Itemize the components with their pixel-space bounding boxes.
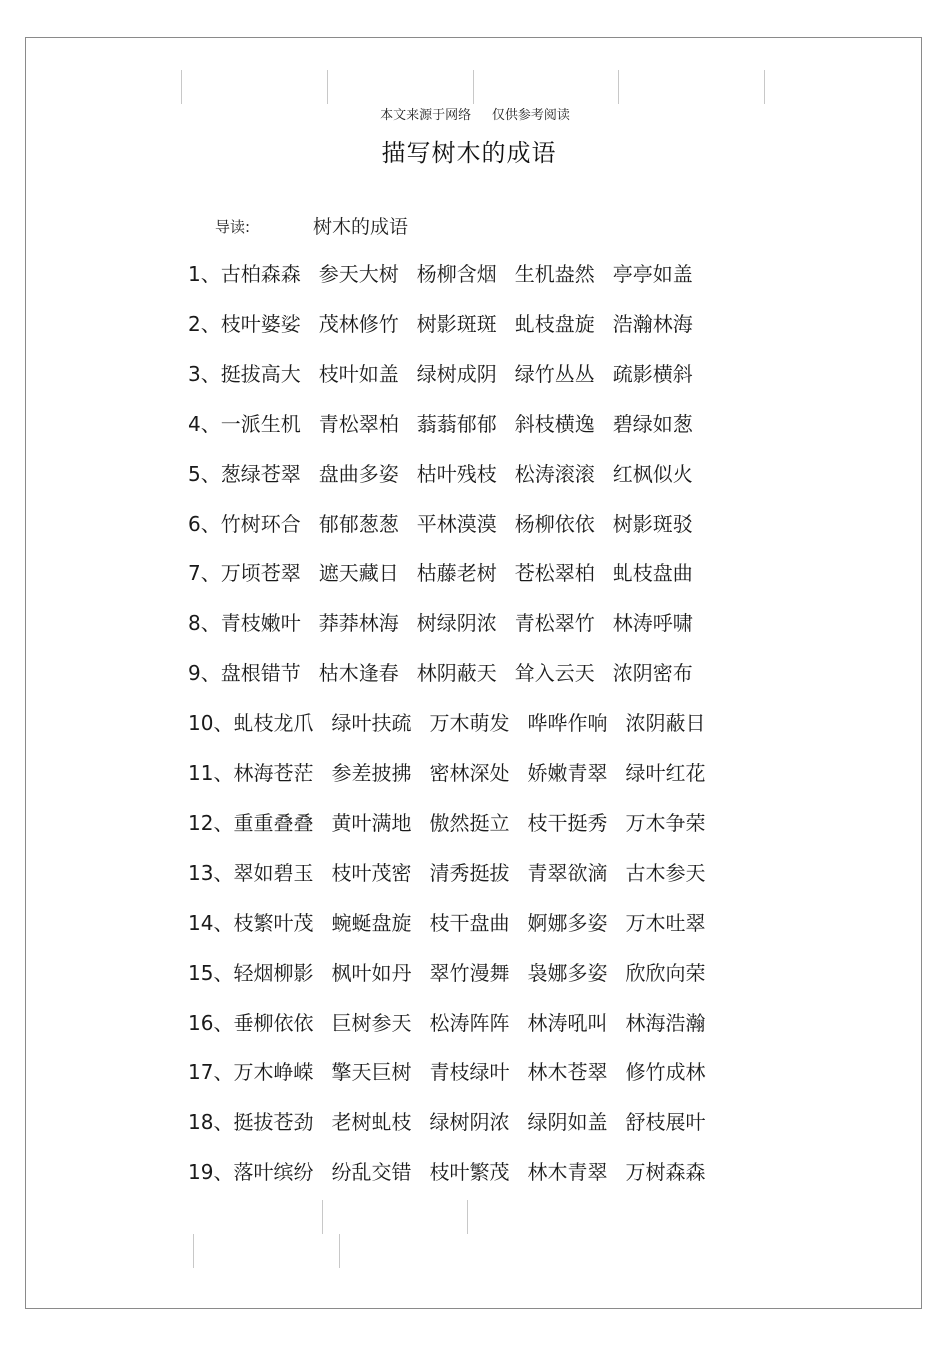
row-number: 9、	[188, 661, 221, 685]
idiom: 翠如碧玉	[233, 861, 314, 885]
row-number: 15、	[188, 961, 234, 985]
idiom-row	[188, 559, 693, 587]
idiom: 虬枝盘曲	[612, 561, 693, 585]
idiom: 万木吐翠	[625, 911, 706, 935]
row-number: 2、	[188, 312, 221, 336]
idiom: 林木苍翠	[527, 1060, 608, 1084]
idiom: 翠竹漫舞	[429, 961, 510, 985]
idiom: 万木争荣	[625, 811, 706, 835]
idiom: 傲然挺立	[429, 811, 510, 835]
idiom: 绿叶扶疏	[331, 711, 412, 735]
idiom: 枝叶婆娑	[220, 312, 301, 336]
idiom: 枝繁叶茂	[233, 911, 314, 935]
row-number: 4、	[188, 412, 221, 436]
idiom: 生机盎然	[514, 262, 595, 286]
idiom: 重重叠叠	[233, 811, 314, 835]
row-number: 5、	[188, 462, 221, 486]
idiom: 绿竹丛丛	[514, 362, 595, 386]
idiom-row	[188, 609, 693, 637]
row-number: 14、	[188, 911, 234, 935]
idiom: 青松翠柏	[318, 412, 399, 436]
idiom: 平林漠漠	[416, 512, 497, 536]
idiom: 葱绿苍翠	[220, 462, 301, 486]
row-number: 16、	[188, 1011, 234, 1035]
idiom: 擎天巨树	[331, 1060, 412, 1084]
idiom: 青枝嫩叶	[220, 611, 301, 635]
idiom-row	[188, 709, 705, 737]
top-guide-line	[473, 70, 474, 104]
row-number: 13、	[188, 861, 234, 885]
idiom: 万木萌发	[429, 711, 510, 735]
idiom: 红枫似火	[612, 462, 693, 486]
row-number: 11、	[188, 761, 234, 785]
idiom: 密林深处	[429, 761, 510, 785]
idiom: 树影斑驳	[612, 512, 693, 536]
idiom: 青松翠竹	[514, 611, 595, 635]
idiom: 袅娜多姿	[527, 961, 608, 985]
idiom: 枝干盘曲	[429, 911, 510, 935]
row-number: 3、	[188, 362, 221, 386]
idiom: 老树虬枝	[331, 1110, 412, 1134]
idiom: 绿叶红花	[625, 761, 706, 785]
row-number: 10、	[188, 711, 234, 735]
idiom: 绿树成阴	[416, 362, 497, 386]
idiom: 古柏森森	[220, 262, 301, 286]
page-title: 描写树木的成语	[381, 139, 557, 167]
idiom-row	[188, 659, 693, 687]
bottom-guide-line	[339, 1234, 340, 1268]
idiom: 挺拔苍劲	[233, 1110, 314, 1134]
idiom: 郁郁葱葱	[318, 512, 399, 536]
idiom: 碧绿如葱	[612, 412, 693, 436]
guide-text: 树木的成语	[313, 216, 409, 238]
idiom: 挺拔高大	[220, 362, 301, 386]
idiom-row	[188, 859, 705, 887]
idiom: 纷乱交错	[331, 1160, 412, 1184]
idiom: 欣欣向荣	[625, 961, 706, 985]
idiom: 林涛呼啸	[612, 611, 693, 635]
idiom-row	[188, 260, 693, 288]
row-number: 1、	[188, 262, 221, 286]
idiom-row	[188, 909, 705, 937]
bottom-guide-line	[467, 1200, 468, 1234]
idiom: 清秀挺拔	[429, 861, 510, 885]
idiom: 林海浩瀚	[625, 1011, 706, 1035]
idiom-row	[188, 1158, 705, 1186]
row-number: 19、	[188, 1160, 234, 1184]
idiom-row	[188, 1108, 705, 1136]
idiom-row	[188, 1009, 705, 1037]
idiom-row	[188, 959, 705, 987]
idiom: 亭亭如盖	[612, 262, 693, 286]
idiom: 枫叶如丹	[331, 961, 412, 985]
idiom: 绿阴如盖	[527, 1110, 608, 1134]
idiom: 婀娜多姿	[527, 911, 608, 935]
guide-label: 导读:	[215, 218, 251, 236]
idiom: 垂柳依依	[233, 1011, 314, 1035]
idiom: 盘曲多姿	[318, 462, 399, 486]
idiom: 绿树阴浓	[429, 1110, 510, 1134]
row-number: 12、	[188, 811, 234, 835]
source-note: 本文来源于网络 仅供参考阅读	[380, 108, 570, 123]
idiom: 茂林修竹	[318, 312, 399, 336]
idiom: 浓阴密布	[612, 661, 693, 685]
idiom: 青枝绿叶	[429, 1060, 510, 1084]
idiom: 修竹成林	[625, 1060, 706, 1084]
row-number: 18、	[188, 1110, 234, 1134]
idiom: 轻烟柳影	[233, 961, 314, 985]
idiom: 青翠欲滴	[527, 861, 608, 885]
idiom: 莽莽林海	[318, 611, 399, 635]
idiom: 枝叶茂密	[331, 861, 412, 885]
top-guide-line	[181, 70, 182, 104]
idiom: 遮天藏日	[318, 561, 399, 585]
idiom-row	[188, 460, 693, 488]
idiom: 万顷苍翠	[220, 561, 301, 585]
idiom: 枯木逢春	[318, 661, 399, 685]
top-guide-line	[327, 70, 328, 104]
bottom-guide-line	[193, 1234, 194, 1268]
idiom: 竹树环合	[220, 512, 301, 536]
idiom: 松涛滚滚	[514, 462, 595, 486]
idiom: 虬枝盘旋	[514, 312, 595, 336]
idiom: 娇嫩青翠	[527, 761, 608, 785]
idiom-row	[188, 809, 705, 837]
idiom: 万树森森	[625, 1160, 706, 1184]
idiom: 虬枝龙爪	[233, 711, 314, 735]
idiom: 黄叶满地	[331, 811, 412, 835]
idiom-row	[188, 410, 693, 438]
row-number: 8、	[188, 611, 221, 635]
idiom: 盘根错节	[220, 661, 301, 685]
idiom: 浓阴蔽日	[625, 711, 706, 735]
top-guide-line	[764, 70, 765, 104]
idiom: 枝干挺秀	[527, 811, 608, 835]
idiom: 枯叶残枝	[416, 462, 497, 486]
idiom: 杨柳依依	[514, 512, 595, 536]
idiom: 枝叶如盖	[318, 362, 399, 386]
idiom: 苍松翠柏	[514, 561, 595, 585]
row-number: 6、	[188, 512, 221, 536]
idiom: 树影斑斑	[416, 312, 497, 336]
idiom: 树绿阴浓	[416, 611, 497, 635]
idiom: 哗哗作响	[527, 711, 608, 735]
idiom: 参天大树	[318, 262, 399, 286]
idiom: 杨柳含烟	[416, 262, 497, 286]
idiom: 林海苍茫	[233, 761, 314, 785]
idiom: 枯藤老树	[416, 561, 497, 585]
idiom: 浩瀚林海	[612, 312, 693, 336]
idiom: 枝叶繁茂	[429, 1160, 510, 1184]
idiom-row	[188, 759, 705, 787]
idiom: 巨树参天	[331, 1011, 412, 1035]
idiom: 舒枝展叶	[625, 1110, 706, 1134]
idiom: 蜿蜒盘旋	[331, 911, 412, 935]
idiom-row	[188, 1058, 705, 1086]
idiom: 林木青翠	[527, 1160, 608, 1184]
idiom: 斜枝横逸	[514, 412, 595, 436]
idiom: 万木峥嵘	[233, 1060, 314, 1084]
idiom: 疏影横斜	[612, 362, 693, 386]
idiom: 耸入云天	[514, 661, 595, 685]
idiom: 落叶缤纷	[233, 1160, 314, 1184]
idiom-row	[188, 360, 693, 388]
idiom: 一派生机	[220, 412, 301, 436]
row-number: 17、	[188, 1060, 234, 1084]
idiom-row	[188, 510, 693, 538]
idiom: 林阴蔽天	[416, 661, 497, 685]
top-guide-line	[618, 70, 619, 104]
idiom: 蓊蓊郁郁	[416, 412, 497, 436]
idiom: 松涛阵阵	[429, 1011, 510, 1035]
idiom: 林涛吼叫	[527, 1011, 608, 1035]
row-number: 7、	[188, 561, 221, 585]
idiom-row	[188, 310, 693, 338]
idiom: 古木参天	[625, 861, 706, 885]
bottom-guide-line	[322, 1200, 323, 1234]
idiom: 参差披拂	[331, 761, 412, 785]
